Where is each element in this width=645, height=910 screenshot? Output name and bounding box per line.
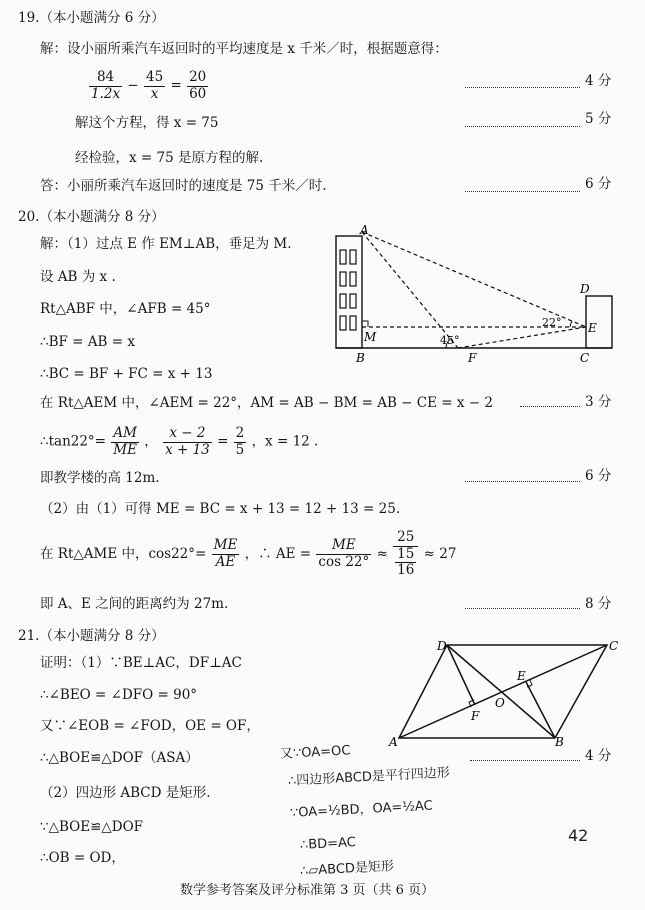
segment-df	[447, 645, 475, 705]
q19-setup: 解：设小丽所乘汽车返回时的平均速度是 x 千米／时，根据题意得：	[40, 41, 448, 57]
leader-dots	[465, 126, 580, 127]
leader-dots	[465, 481, 580, 482]
q20-score-3: 8 分	[585, 596, 612, 612]
handwritten-score: 42	[568, 826, 589, 845]
label-o: O	[495, 696, 505, 710]
q19-equation: $\frac{84}{1.2x}$ − $\frac{45}{x}$ = $\frac{20}{60}$	[91, 69, 207, 102]
q20-line-1: 解：（1）过点 E 作 EM⊥AB，垂足为 M.	[40, 236, 292, 252]
q20-line-3: Rt△ABF 中，∠AFB = 45°	[40, 301, 211, 317]
q21-line-7: ∴OB = OD，	[40, 850, 125, 866]
q21-line-5: （2）四边形 ABCD 是矩形.	[40, 785, 211, 801]
segment-be	[526, 682, 555, 738]
diagonal-bd	[447, 645, 555, 738]
label-a: A	[389, 735, 398, 749]
q20-line-10: 在 Rt△AME 中，cos22°= $\frac{ME}{AE}$ ，∴ AE = $\frac{ME}{\cos 22^\circ}$ ≈ $\frac{25}{\frac{15}{16}}$ ≈ 27	[40, 529, 457, 579]
q21-line-1: 证明：（1）∵BE⊥AC，DF⊥AC	[40, 655, 242, 671]
label-m: M	[364, 330, 377, 344]
q20-line-4: ∴BF = AB = x	[40, 334, 135, 350]
q19-score-3: 6 分	[585, 176, 612, 192]
q20-figure	[330, 222, 620, 372]
q19-solve: 解这个方程，得 x = 75	[75, 115, 219, 131]
angle-arc-22	[570, 321, 572, 327]
label-c: C	[609, 639, 619, 653]
q20-line-8: 即教学楼的高 12m.	[40, 470, 160, 486]
line-ae	[362, 232, 586, 327]
q21-line-3: 又∵∠EOB = ∠FOD，OE = OF，	[40, 718, 260, 734]
q20-line-9: （2）由（1）可得 ME = BC = x + 13 = 12 + 13 = 25.	[40, 501, 401, 517]
label-angle-22: 22°	[542, 316, 562, 329]
label-f: F	[468, 351, 477, 365]
q21-score-1: 4 分	[585, 748, 612, 764]
label-d: D	[580, 282, 590, 296]
q20-line-5: ∴BC = BF + FC = x + 13	[40, 366, 213, 382]
diagonal-ac	[399, 645, 607, 738]
page-footer: 数学参考答案及评分标准第 3 页（共 6 页）	[180, 883, 435, 898]
leader-dots	[520, 406, 580, 407]
label-b: B	[555, 735, 564, 749]
q19-check: 经检验，x = 75 是原方程的解.	[75, 150, 264, 166]
label-c: C	[580, 351, 590, 365]
q20-line-6: 在 Rt△AEM 中，∠AEM = 22°，AM = AB − BM = AB − CE = x − 2	[40, 395, 493, 411]
right-angle-mark	[362, 321, 368, 327]
q20-line-7: ∴tan22°= $\frac{AM}{ME}$ ， $\frac{x - 2}{x + 13}$ = $\frac{2}{5}$ ，x = 12 .	[40, 425, 319, 458]
building-left	[336, 236, 362, 348]
q20-score-2: 6 分	[585, 468, 612, 484]
q21-line-6: ∵△BOE≌△DOF	[40, 819, 144, 835]
q21-line-2: ∴∠BEO = ∠DFO = 90°	[40, 687, 198, 703]
q19-score-1: 4 分	[585, 73, 612, 89]
label-e: E	[517, 669, 526, 683]
label-angle-45: 45°	[440, 334, 460, 347]
leader-dots	[465, 608, 580, 609]
q21-figure	[385, 636, 630, 751]
q20-line-2: 设 AB 为 x .	[40, 269, 116, 285]
q20-header: 20.（本小题满分 8 分）	[18, 209, 165, 225]
label-f: F	[471, 709, 480, 723]
q20-score-1: 3 分	[585, 394, 612, 410]
label-e: E	[588, 321, 597, 335]
line-fe	[458, 327, 586, 348]
label-d: D	[437, 639, 447, 653]
q19-header: 19.（本小题满分 6 分）	[18, 10, 165, 26]
handwriting-line-1: 又∵OA=OC	[279, 743, 351, 762]
handwriting-line-4: ∴BD=AC	[299, 835, 357, 853]
leader-dots	[465, 87, 580, 88]
q21-line-4: ∴△BOE≌△DOF（ASA）	[40, 750, 199, 766]
label-a: A	[360, 223, 369, 237]
label-b: B	[356, 351, 365, 365]
leader-dots	[465, 191, 580, 192]
q20-line-11: 即 A、E 之间的距离约为 27m.	[40, 596, 229, 612]
q21-header: 21.（本小题满分 8 分）	[18, 628, 165, 644]
handwriting-line-5: ∴▱ABCD是矩形	[299, 859, 395, 879]
handwriting-line-2: ∴四边形ABCD是平行四边形	[287, 765, 451, 789]
handwriting-line-3: ∵OA=½BD，OA=½AC	[289, 798, 434, 821]
q19-answer: 答：小丽所乘汽车返回时的速度是 75 千米／时.	[40, 178, 327, 194]
leader-dots	[470, 760, 580, 761]
q19-score-2: 5 分	[585, 111, 612, 127]
line-af	[362, 232, 458, 348]
